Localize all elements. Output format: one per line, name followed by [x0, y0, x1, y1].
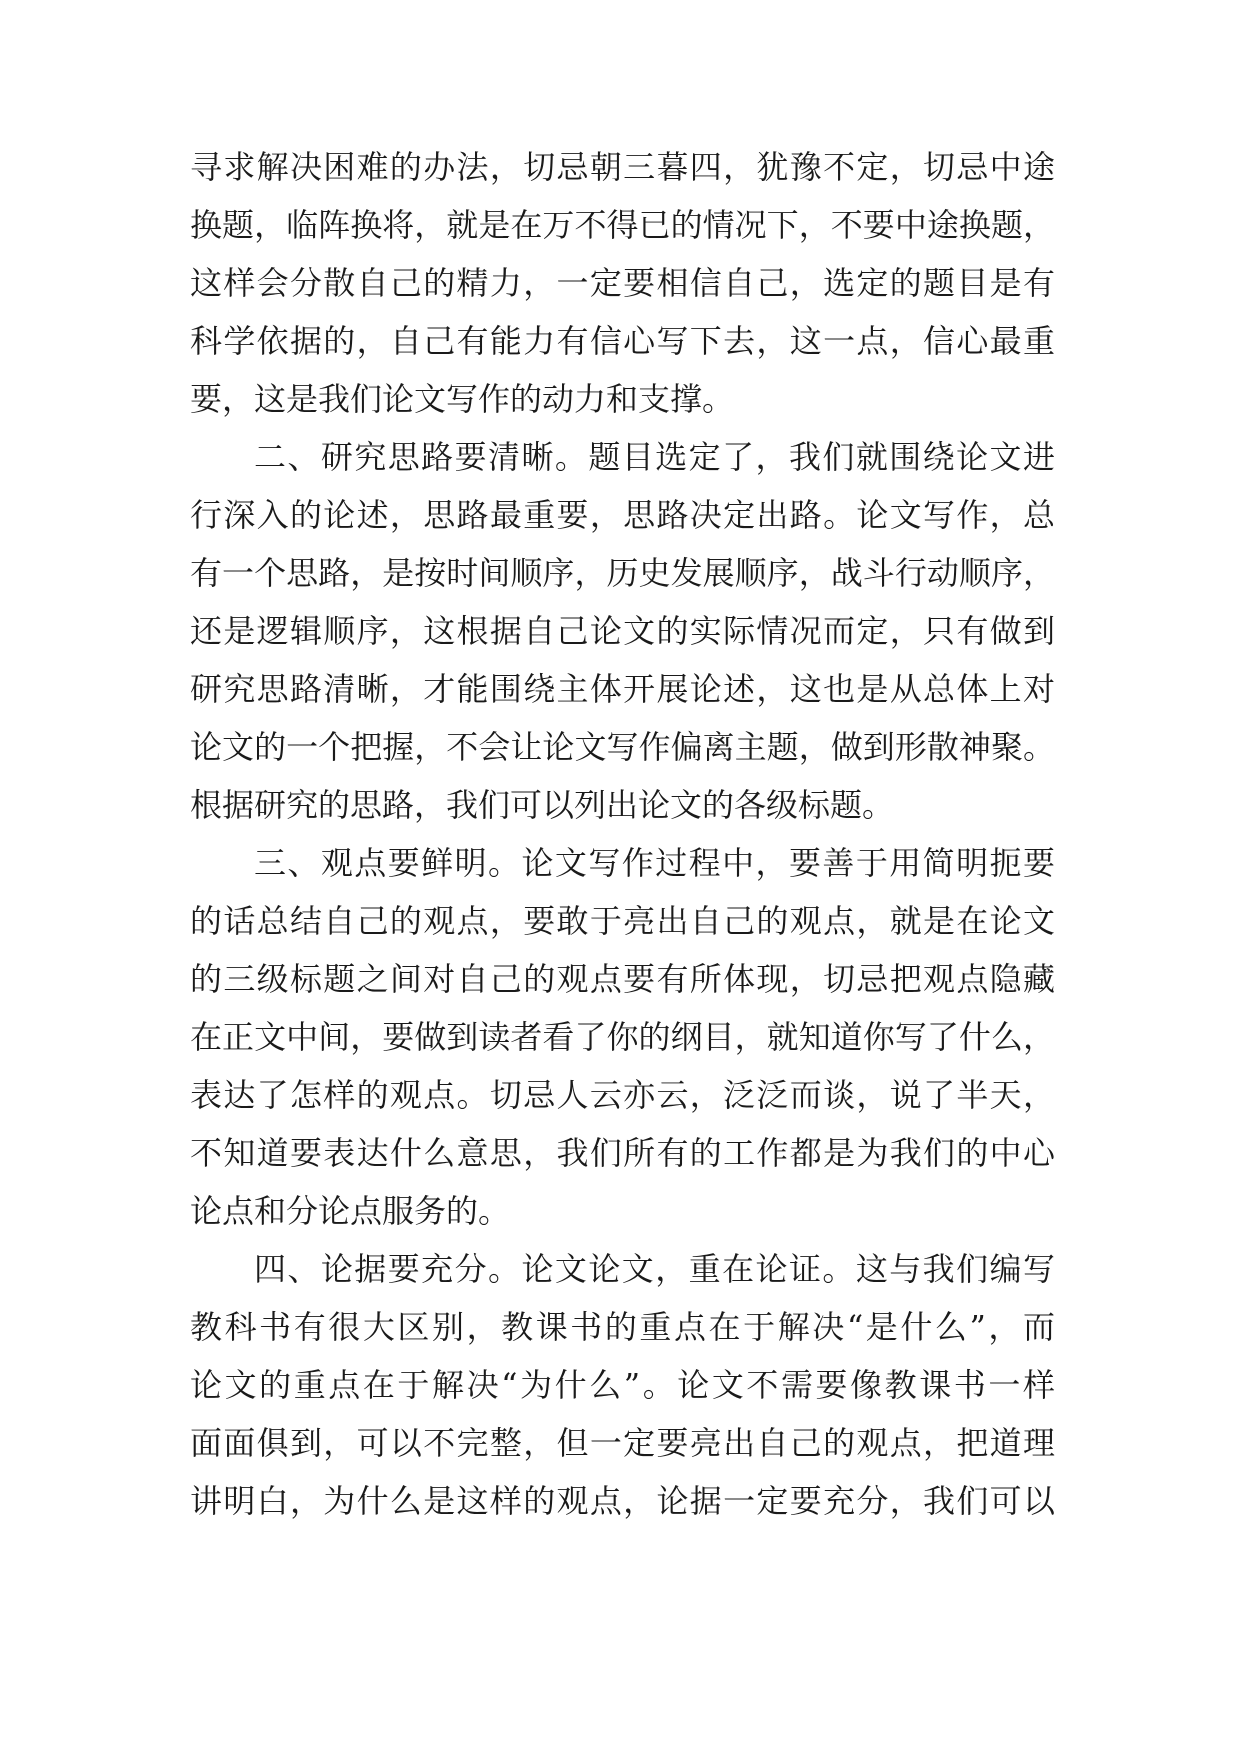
text-line: 在正文中间，要做到读者看了你的纲目，就知道你写了什么，: [190, 1018, 1055, 1056]
text-line: 研究思路清晰，才能围绕主体开展论述，这也是从总体上对: [190, 670, 1055, 708]
text-line: 换题，临阵换将，就是在万不得已的情况下，不要中途换题，: [190, 206, 1055, 244]
text-line: 面面俱到，可以不完整，但一定要亮出自己的观点，把道理: [190, 1424, 1055, 1462]
text-line: 要，这是我们论文写作的动力和支撑。: [190, 380, 735, 418]
text-line: 论文的重点在于解决“为什么”。论文不需要像教课书一样: [190, 1366, 1055, 1404]
text-line: 科学依据的，自己有能力有信心写下去，这一点，信心最重: [190, 322, 1055, 360]
text-line: 还是逻辑顺序，这根据自己论文的实际情况而定，只有做到: [190, 612, 1055, 650]
text-line: 表达了怎样的观点。切忌人云亦云，泛泛而谈，说了半天，: [190, 1076, 1055, 1114]
text-line: 寻求解决困难的办法，切忌朝三暮四，犹豫不定，切忌中途: [190, 148, 1055, 186]
text-line: 论文的一个把握，不会让论文写作偏离主题，做到形散神聚。: [190, 728, 1055, 766]
text-line: 讲明白，为什么是这样的观点，论据一定要充分，我们可以: [190, 1482, 1055, 1520]
text-line: 的三级标题之间对自己的观点要有所体现，切忌把观点隐藏: [190, 960, 1055, 998]
text-line: 根据研究的思路，我们可以列出论文的各级标题。: [190, 786, 895, 824]
text-line: 有一个思路，是按时间顺序，历史发展顺序，战斗行动顺序，: [190, 554, 1055, 592]
text-line: 的话总结自己的观点，要敢于亮出自己的观点，就是在论文: [190, 902, 1055, 940]
paragraph-heading-line: 四、论据要充分。论文论文，重在论证。这与我们编写: [254, 1250, 1055, 1288]
text-line: 教科书有很大区别，教课书的重点在于解决“是什么”，而: [190, 1308, 1055, 1346]
text-line: 这样会分散自己的精力，一定要相信自己，选定的题目是有: [190, 264, 1055, 302]
paragraph-heading-line: 三、观点要鲜明。论文写作过程中，要善于用简明扼要: [254, 844, 1055, 882]
text-line: 不知道要表达什么意思，我们所有的工作都是为我们的中心: [190, 1134, 1055, 1172]
paragraph-heading-line: 二、研究思路要清晰。题目选定了，我们就围绕论文进: [254, 438, 1055, 476]
text-line: 行深入的论述，思路最重要，思路决定出路。论文写作，总: [190, 496, 1055, 534]
text-line: 论点和分论点服务的。: [190, 1192, 511, 1230]
